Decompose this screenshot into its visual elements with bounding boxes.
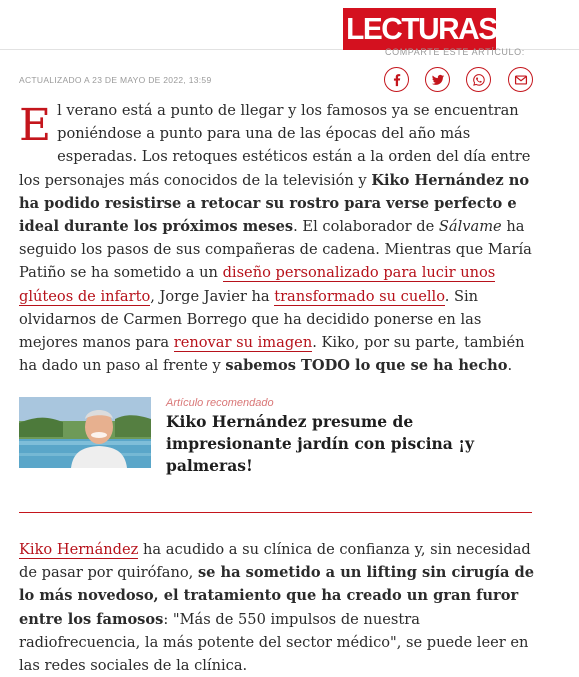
section-divider: [19, 512, 532, 513]
facebook-share-button[interactable]: [384, 67, 409, 92]
email-icon: [514, 73, 528, 87]
recommended-article-label: Artículo recomendado: [166, 397, 274, 409]
drop-cap: E: [19, 100, 52, 151]
thumbnail-photo: [19, 397, 151, 468]
link-transformado-cuello[interactable]: transformado su cuello: [274, 287, 445, 305]
article-paragraph-2: Kiko Hernández ha acudido a su clínica de confianza y, sin necesidad de pasar por quirófano, se ha sometido a un lifting sin cirugía de lo más novedoso, el tratamiento que ha creado un gran furor entre los famosos: "Más de 550 impulsos de nuestra radiofrecuencia, la más potente del sector médico", se puede leer en las redes sociales de la clínica.: [19, 541, 535, 675]
twitter-icon: [431, 73, 445, 87]
link-diseno-personalizado[interactable]: diseño personalizado para lucir unos glúteos de infarto: [19, 264, 496, 305]
link-renovar-imagen[interactable]: renovar su imagen: [173, 334, 313, 352]
article-paragraph-1: El verano está a punto de llegar y los famosos ya se encuentran poniéndose a punto para una de las épocas del año más esperadas. Los retoques estéticos están a la orden del día entre los personajes más conocidos de la televisión y Kiko Hernández no ha podido resistirse a retocar su rostro para verse perfecto e ideal durante los próximos meses. El colaborador de Sálvame ha seguido los pasos de sus compañeras de cadena. Mientras que María Patiño se ha sometido a un diseño personalizado para lucir unos glúteos de infarto, Jorge Javier ha transformado su cuello. Sin olvidarnos de Carmen Borrego que ha decidido ponerse en las mejores manos para renovar su imagen. Kiko, por su parte, también ha dado un paso al frente y sabemos TODO lo que se ha hecho.: [19, 100, 532, 375]
twitter-share-button[interactable]: [425, 67, 450, 92]
site-logo[interactable]: LECTURAS: [343, 8, 496, 50]
recommended-article-title[interactable]: Kiko Hernández presume de impresionante jardín con piscina ¡y palmeras!: [166, 412, 475, 475]
share-label: COMPARTE ESTE ARTÍCULO:: [385, 47, 525, 57]
updated-timestamp: ACTUALIZADO A 23 DE MAYO DE 2022, 13:59: [19, 75, 212, 85]
email-share-button[interactable]: [508, 67, 533, 92]
whatsapp-share-button[interactable]: [466, 67, 491, 92]
facebook-icon: [390, 73, 404, 87]
recommended-article-thumbnail[interactable]: [19, 397, 151, 468]
link-kiko-hernandez[interactable]: Kiko Hernández: [19, 541, 139, 558]
whatsapp-icon: [472, 73, 486, 87]
recommended-article-card[interactable]: [19, 397, 534, 475]
